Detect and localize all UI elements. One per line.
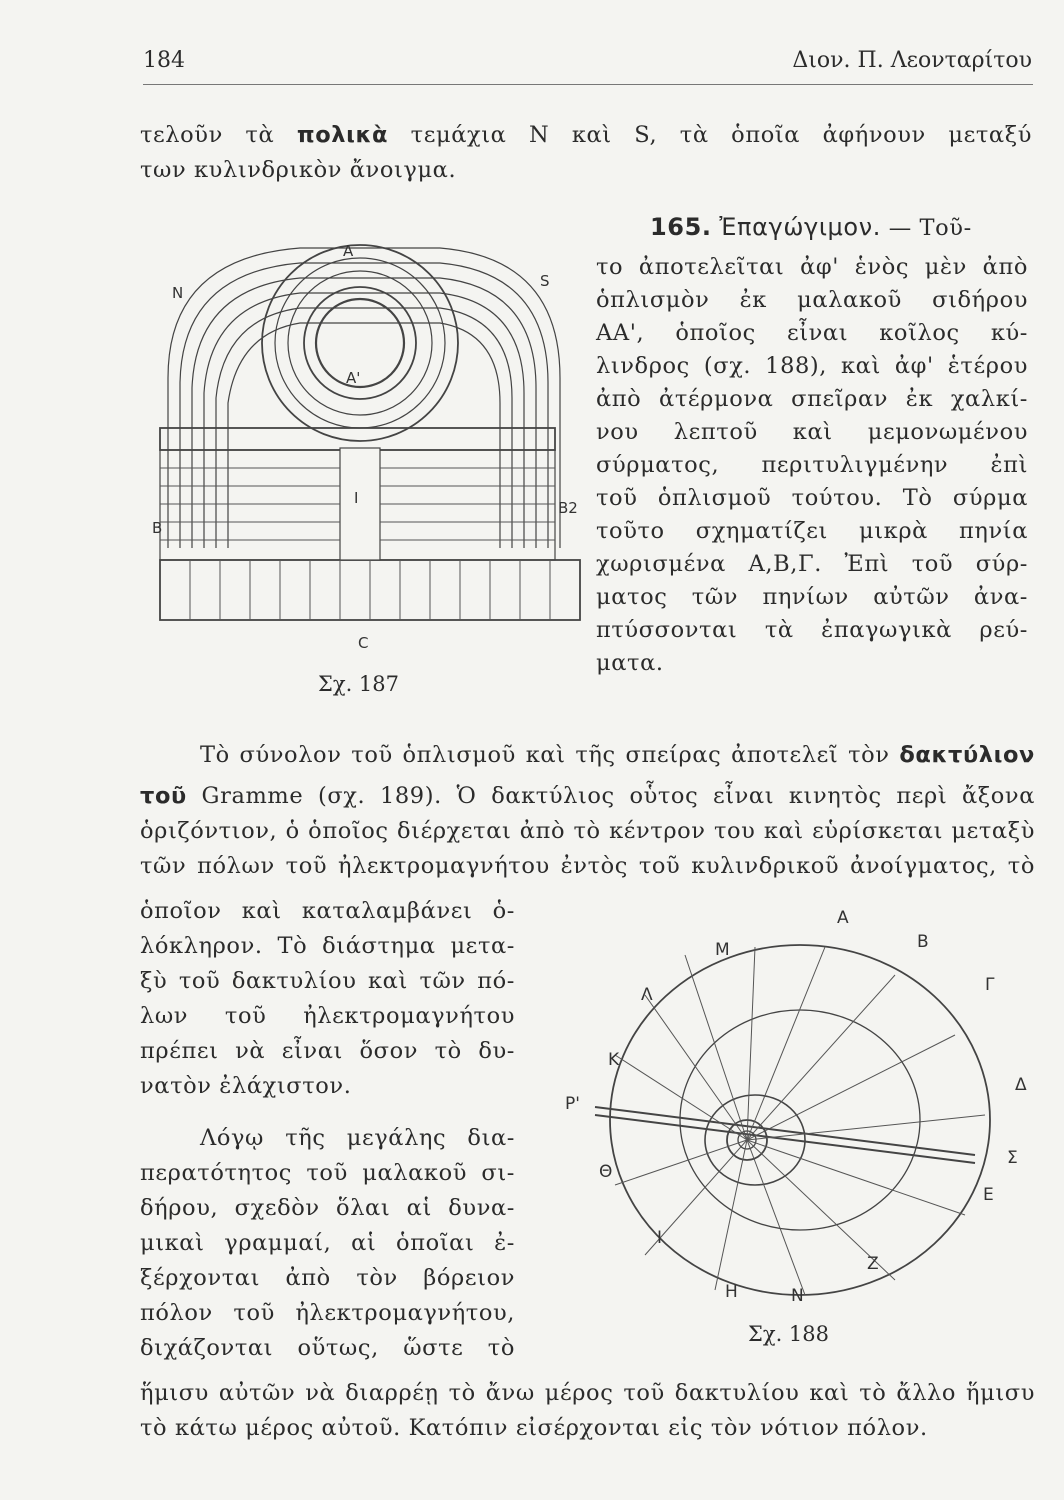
intro-text: τελοῦν τὰ [140, 122, 297, 148]
para2-left-line: ὁποῖον καὶ καταλαμβάνει ὁ- [140, 898, 515, 924]
para3-full-line: τὸ κάτω μέρος αὐτοῦ. Κατόπιν εἰσέρχονται εἰς τὸν νότιον πόλον. [140, 1415, 928, 1441]
section-line: ὁπλισμὸν ἐκ μαλακοῦ σιδήρου [596, 287, 1028, 313]
para3-full-line: ἥμισυ αὐτῶν νὰ διαρρέῃ τὸ ἄνω μέρος τοῦ δακτυλίου καὶ τὸ ἄλλο ἥμισυ [140, 1380, 1035, 1406]
section-title: Ἐπαγώγιμον. [719, 213, 881, 241]
fig188-label-rho: P' [565, 1094, 580, 1114]
para3-left-line: πόλον τοῦ ἠλεκτρομαγνήτου, [140, 1300, 515, 1326]
intro-bold: πολικὰ [296, 122, 389, 148]
figure-188 [555, 895, 1035, 1315]
fig188-label-theta: Θ [599, 1162, 613, 1182]
para2-left-line: νατὸν ἐλάχιστον. [140, 1073, 352, 1099]
fig188-label-e: E [983, 1185, 994, 1205]
section-line: το ἀποτελεῖται ἀφ' ἑνὸς μὲν ἀπὸ [596, 254, 1028, 280]
para2-bold: δακτύλιον [899, 742, 1035, 768]
fig187-label-i: I [354, 489, 359, 507]
section-line: νου λεπτοῦ καὶ μεμονωμένου [596, 419, 1028, 445]
fig188-label-m: M [715, 940, 730, 960]
figure-187 [150, 228, 590, 658]
fig188-label-h: H [725, 1282, 738, 1302]
header-rule [143, 84, 1033, 85]
para3-left-line: Λόγῳ τῆς μεγάλης δια- [200, 1125, 515, 1151]
para3-left-line: δήρου, σχεδὸν ὅλαι αἱ δυνα- [140, 1195, 515, 1221]
intro-line-1 [140, 118, 1032, 152]
fig187-caption: Σχ. 187 [318, 672, 400, 696]
para2-left-line: πρέπει νὰ εἶναι ὅσον τὸ δυ- [140, 1038, 515, 1064]
section-line: λινδρος (σχ. 188), καὶ ἀφ' ἑτέρου [596, 353, 1028, 379]
para3-left-line: περατότητος τοῦ μαλακοῦ σι- [140, 1160, 515, 1186]
para2-left-line: λων τοῦ ἠλεκτρομαγνήτου [140, 1003, 515, 1029]
section-number: 165. [650, 213, 712, 241]
section-line: τοῦ ὁπλισμοῦ τούτου. Τὸ σύρμα [596, 485, 1028, 511]
section-line: χωρισμένα Α,Β,Γ. Ἐπὶ τοῦ σύρ- [596, 551, 1028, 577]
fig187-label-n: N [172, 284, 184, 302]
section-line: τοῦτο σχηματίζει μικρὰ πηνία [596, 518, 1028, 544]
para2-bold-2: τοῦ [140, 783, 187, 809]
para3-left-line: ξέρχονται ἀπὸ τὸν βόρειον [140, 1265, 515, 1291]
para2-line-4: τῶν πόλων τοῦ ἠλεκτρομαγνήτου ἐντὸς τοῦ κυλινδρικοῦ ἀνοίγματος, τὸ [140, 853, 1035, 879]
para2-line-3: ὁριζόντιον, ὁ ὁποῖος διέρχεται ἀπὸ τὸ κέντρον του καὶ εὑρίσκεται μεταξὺ [140, 818, 1035, 844]
fig187-label-b1: B [152, 519, 163, 537]
fig187-label-c: C [358, 634, 369, 652]
para3-left-line: διχάζονται οὕτως, ὥστε τὸ [140, 1335, 515, 1361]
para2-left-line: λόκληρον. Τὸ διάστημα μετα- [140, 933, 515, 959]
section-line: σύρματος, περιτυλιγμένην ἐπὶ [596, 452, 1028, 478]
page-number: 184 [143, 48, 185, 73]
section-line: ΑΑ', ὁποῖος εἶναι κοῖλος κύ- [596, 320, 1028, 346]
intro-text-post: τεμάχια N καὶ S, τὰ ὁποῖα ἀφήνουν μεταξύ [388, 122, 1032, 148]
fig188-label-i: I [657, 1228, 663, 1248]
fig188-caption: Σχ. 188 [748, 1322, 830, 1346]
para2-text-2: Gramme (σχ. 189). Ὁ δακτύλιος οὗτος εἶναι κινητὸς περὶ ἄξονα [186, 783, 1035, 809]
running-title: Διον. Π. Λεονταρίτου [792, 48, 1032, 73]
fig188-label-lambda: Λ [641, 985, 653, 1005]
fig187-label-b2: B2 [558, 499, 578, 517]
para2-line-2 [140, 779, 1035, 813]
fig188-label-z: Z [867, 1254, 879, 1274]
fig187-label-s: S [540, 272, 550, 290]
para3-left-line: μικαὶ γραμμαί, αἱ ὁποῖαι ἐ- [140, 1230, 515, 1256]
para2-text: Τὸ σύνολον τοῦ ὁπλισμοῦ καὶ τῆς σπείρας ἀποτελεῖ τὸν [200, 742, 900, 768]
intro-line-2: των κυλινδρικὸν ἄνοιγμα. [140, 157, 457, 183]
section-heading [650, 210, 972, 245]
section-line: ματα. [596, 650, 664, 676]
fig188-label-delta: Δ [1015, 1075, 1027, 1095]
para2-line-1 [200, 738, 1035, 772]
fig188-label-sigma: Σ [1007, 1148, 1018, 1168]
fig188-label-a: A [837, 908, 849, 928]
fig187-label-a: A [343, 242, 354, 260]
fig188-label-n: N [791, 1286, 804, 1306]
fig188-label-b: B [917, 932, 929, 952]
section-line: ἀπὸ ἀτέρμονα σπεῖραν ἐκ χαλκί- [596, 386, 1028, 412]
fig188-label-k: K [608, 1050, 620, 1070]
fig187-label-a-prime: A' [346, 369, 361, 387]
section-line: πτύσσονται τὰ ἐπαγωγικὰ ρεύ- [596, 617, 1028, 643]
section-dash: — Τοῦ- [880, 215, 972, 241]
section-line: ματος τῶν πηνίων αὐτῶν ἀνα- [596, 584, 1028, 610]
para2-left-line: ξὺ τοῦ δακτυλίου καὶ τῶν πό- [140, 968, 515, 994]
fig188-label-gamma: Γ [985, 975, 995, 995]
